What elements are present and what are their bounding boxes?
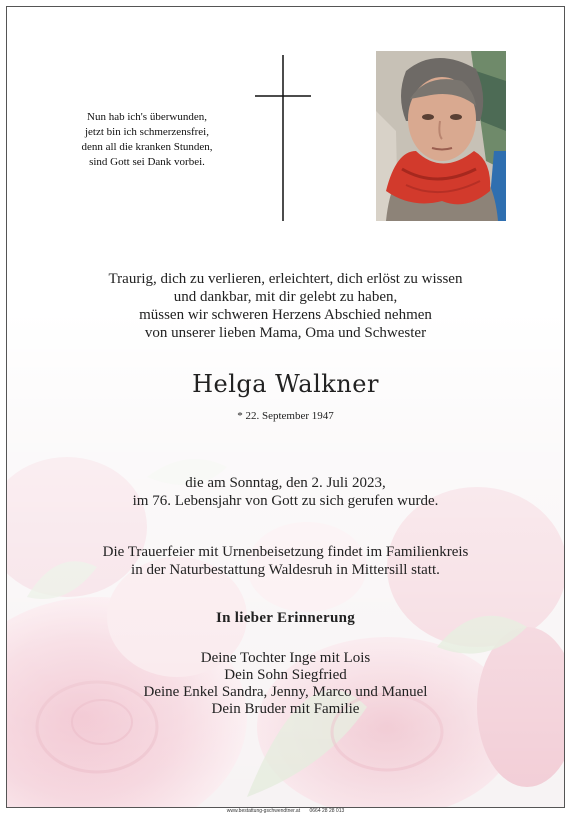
death-line: im 76. Lebensjahr von Gott zu sich gerufen wurde.	[132, 493, 439, 509]
mourners-list	[7, 650, 564, 718]
memory-heading: In lieber Erinnerung	[215, 610, 356, 626]
poem-line: sind Gott sei Dank vorbei.	[89, 156, 205, 168]
mourner-line: Deine Tochter Inge mit Lois	[200, 650, 371, 666]
ceremony-line: in der Naturbestattung Waldesruh in Mittersill statt.	[131, 562, 440, 578]
poem-line: jetzt bin ich schmerzensfrei,	[84, 126, 209, 138]
mourner-line: Deine Enkel Sandra, Jenny, Marco und Manuel	[143, 684, 428, 700]
birth-date: * 22. September 1947	[237, 410, 334, 422]
mourner-line: Dein Sohn Siegfried	[224, 667, 347, 683]
cross-icon	[253, 55, 313, 221]
footer-website: www.bestattung-gschwendtner.at	[226, 808, 301, 814]
intro-text	[7, 270, 564, 342]
ceremony-line: Die Trauerfeier mit Urnenbeisetzung findet im Familienkreis	[102, 544, 469, 560]
obituary-card	[6, 6, 565, 808]
footer	[0, 808, 571, 814]
death-line: die am Sonntag, den 2. Juli 2023,	[185, 475, 386, 491]
poem	[47, 110, 247, 170]
poem-line: denn all die kranken Stunden,	[81, 141, 213, 153]
poem-line: Nun hab ich's überwunden,	[87, 111, 207, 123]
portrait-photo	[376, 51, 506, 221]
death-notice	[7, 474, 564, 510]
ceremony-notice	[7, 543, 564, 579]
intro-line: und dankbar, mit dir gelebt zu haben,	[173, 289, 398, 305]
mourner-line: Dein Bruder mit Familie	[211, 701, 360, 717]
deceased-name: Helga Walkner	[192, 370, 379, 398]
footer-phone: 0664 28 28 013	[309, 808, 345, 814]
intro-line: von unserer lieben Mama, Oma und Schwester	[144, 325, 427, 341]
intro-line: müssen wir schweren Herzens Abschied nehmen	[139, 307, 432, 323]
intro-line: Traurig, dich zu verlieren, erleichtert, dich erlöst zu wissen	[108, 271, 463, 287]
